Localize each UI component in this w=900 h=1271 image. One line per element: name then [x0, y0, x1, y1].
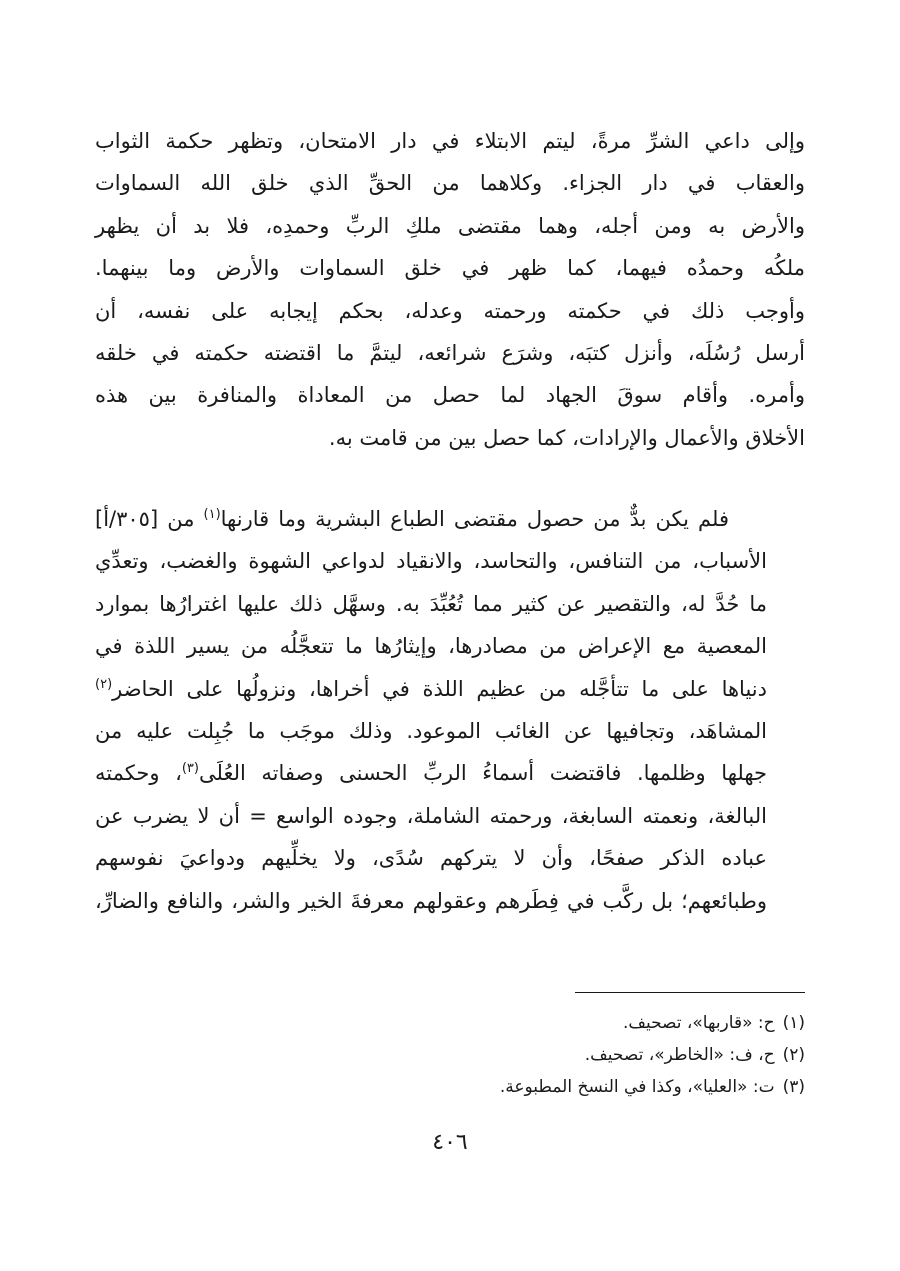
text-line: عباده الذكر صفحًا، وأن لا يتركهم سُدًى، ولا يخلِّيهم ودواعيَ نفوسهم: [95, 846, 767, 871]
footnote-ref-1: (١): [203, 507, 221, 522]
text-line: والأرض به ومن أجله، وهما مقتضى ملكِ الربِّ وحمدِه، فلا بد أن يظهر: [95, 213, 805, 238]
text-line: [95, 498, 805, 540]
text-segment: دنياها على ما تتأجَّله من عظيم اللذة في أخراها، ونزولُها على الحاضر: [112, 676, 767, 701]
footnote-divider: [575, 992, 805, 993]
footnote-ref-3: (٣): [181, 761, 199, 777]
text-line: [95, 752, 805, 794]
paragraph-2: [95, 498, 805, 922]
text-line: الأخلاق والأعمال والإرادات، كما حصل بين من قامت به.: [328, 425, 805, 450]
footnote-2: [95, 1039, 805, 1071]
footnote-text: ت: «العليا»، وكذا في النسخ المطبوعة.: [499, 1077, 775, 1097]
text-segment: فلم يكن بدٌّ من حصول مقتضى الطباع البشرية وما قارنها: [220, 507, 729, 531]
text-segment: من [٣٠٥/أ]: [95, 507, 204, 531]
footnote-ref-2: (٢): [95, 676, 113, 692]
text-line: البالغة، ونعمته السابغة، ورحمته الشاملة، وجوده الواسع = أن لا يضرب عن: [95, 803, 767, 828]
text-line: [95, 668, 805, 710]
text-segment: ، وحكمته: [95, 761, 182, 786]
text-line: وأمره. وأقام سوقَ الجهاد لما حصل من المعاداة والمنافرة بين هذه: [95, 383, 805, 408]
text-line: ما حُدَّ له، والتقصير عن كثير مما تُعُبِّدَ به. وسهَّل ذلك عليها اغترارُها بموارد: [95, 591, 767, 616]
footnote-text: ح: «قاربها»، تصحيف.: [622, 1013, 775, 1033]
text-line: والعقاب في دار الجزاء. وكلاهما من الحقِّ الذي خلق الله السماوات: [95, 171, 805, 196]
footnote-text: ح، ف: «الخاطر»، تصحيف.: [584, 1045, 775, 1065]
footnote-number: (٢): [782, 1045, 805, 1065]
text-line: وأوجب ذلك في حكمته ورحمته وعدله، بحكم إيجابه على نفسه، أن: [95, 298, 805, 323]
paragraph-1: [95, 120, 805, 459]
text-line: الأسباب، من التنافس، والتحاسد، والانقياد لدواعي الشهوة والغضب، وتعدِّي: [95, 549, 767, 574]
footnote-1: [95, 1007, 805, 1039]
page-number: ٤٠٦: [432, 1130, 468, 1155]
text-segment: جهلها وظلمها. فاقتضت أسماءُ الربِّ الحسنى وصفاته العُلَى: [198, 761, 767, 786]
footnote-3: [95, 1071, 805, 1103]
text-line: وإلى داعي الشرِّ مرةً، ليتم الابتلاء في دار الامتحان، وتظهر حكمة الثواب: [95, 129, 805, 153]
text-line: المعصية مع الإعراض من مصادرها، وإيثارُها ما تتعجَّلُه من يسير اللذة في: [95, 634, 767, 659]
text-line: ملكُه وحمدُه فيهما، كما ظهر في خلق السماوات والأرض وما بينهما.: [95, 256, 805, 281]
footnotes: [95, 1007, 805, 1103]
text-line: المشاهَد، وتجافيها عن الغائب الموعود. وذلك موجَب ما جُبِلت عليه من: [95, 719, 767, 744]
text-line: وطبائعهم؛ بل ركَّب في فِطَرهم وعقولهم معرفةَ الخير والشر، والنافع والضارِّ،: [95, 888, 767, 913]
footnote-number: (١): [782, 1013, 805, 1033]
text-line: أرسل رُسُلَه، وأنزل كتبَه، وشرَع شرائعه، ليتمَّ ما اقتضته حكمته في خلقه: [95, 341, 805, 366]
footnote-number: (٣): [782, 1077, 805, 1097]
